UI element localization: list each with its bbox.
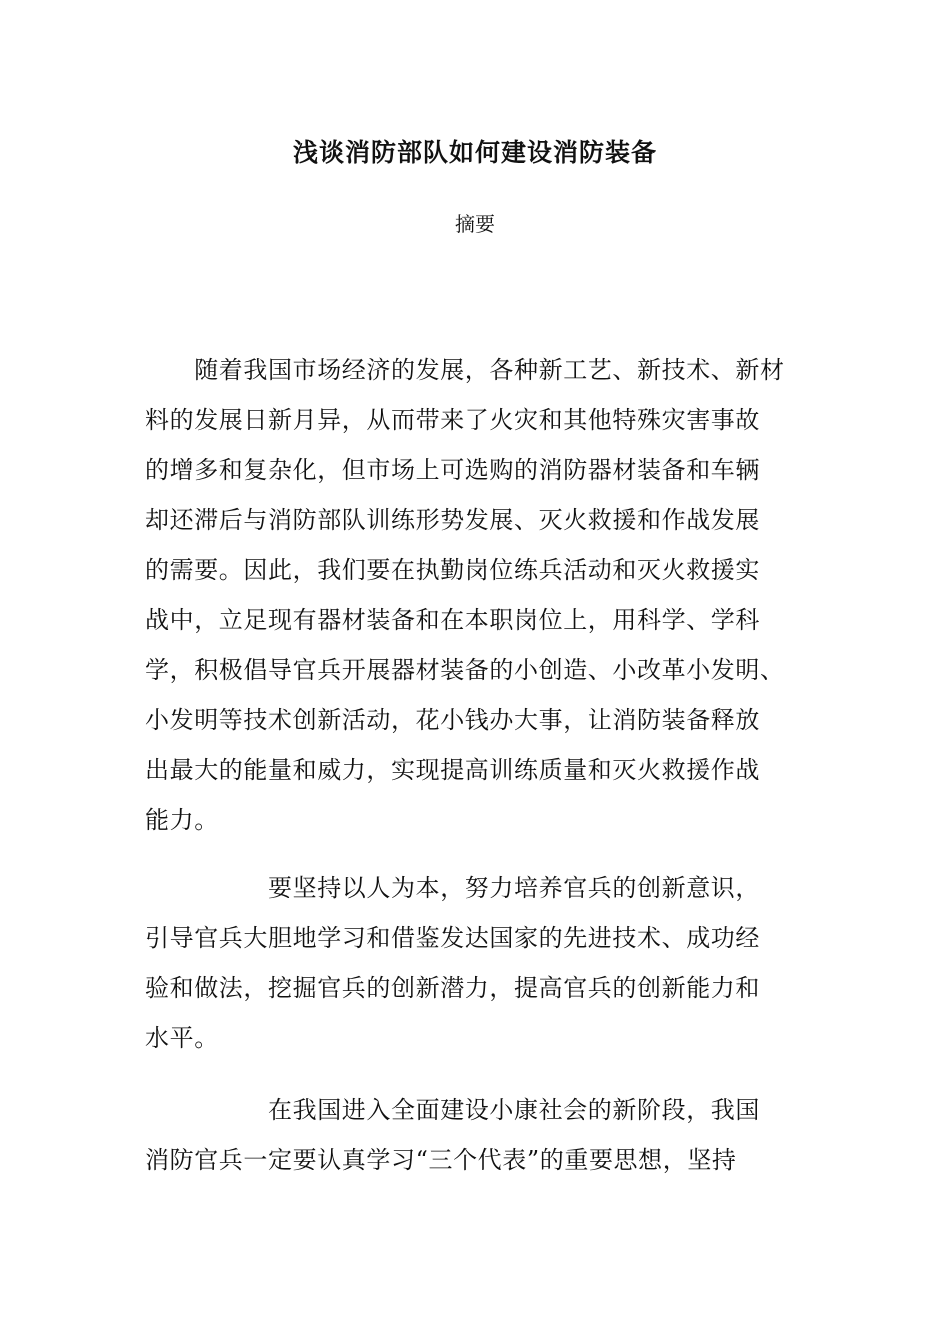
paragraph-1 [145,345,805,845]
paragraph-line: 却还滞后与消防部队训练形势发展、灭火救援和作战发展 [145,506,760,534]
paragraph-line: 小发明等技术创新活动，花小钱办大事，让消防装备释放 [145,706,760,734]
paragraph-line: 战中，立足现有器材装备和在本职岗位上，用科学、学科 [145,606,760,634]
paragraph-line: 能力。 [145,806,219,834]
paragraph-line: 随着我国市场经济的发展，各种新工艺、新技术、新材 [145,356,785,384]
paragraph-line: 验和做法，挖掘官兵的创新潜力，提高官兵的创新能力和 [145,974,760,1002]
paragraph-line: 的增多和复杂化，但市场上可选购的消防器材装备和车辆 [145,456,760,484]
document-title: 浅谈消防部队如何建设消防装备 [292,138,657,167]
paragraph-line: 料的发展日新月异，从而带来了火灾和其他特殊灾害事故 [145,406,760,434]
paragraph-line: 消防官兵一定要认真学习“三个代表”的重要思想，坚持 [145,1146,737,1174]
paragraph-line: 水平。 [145,1024,219,1052]
paragraph-3 [145,1085,805,1185]
paragraph-line: 的需要。因此，我们要在执勤岗位练兵活动和灭火救援实 [145,556,760,584]
paragraph-line: 要坚持以人为本，努力培养官兵的创新意识， [145,874,760,902]
abstract-heading: 摘要 [455,212,495,236]
paragraph-2 [145,863,805,1063]
paragraph-line: 引导官兵大胆地学习和借鉴发达国家的先进技术、成功经 [145,924,760,952]
paragraph-line: 出最大的能量和威力，实现提高训练质量和灭火救援作战 [145,756,760,784]
paragraph-line: 在我国进入全面建设小康社会的新阶段，我国 [145,1096,760,1124]
paragraph-line: 学，积极倡导官兵开展器材装备的小创造、小改革小发明、 [145,656,785,684]
